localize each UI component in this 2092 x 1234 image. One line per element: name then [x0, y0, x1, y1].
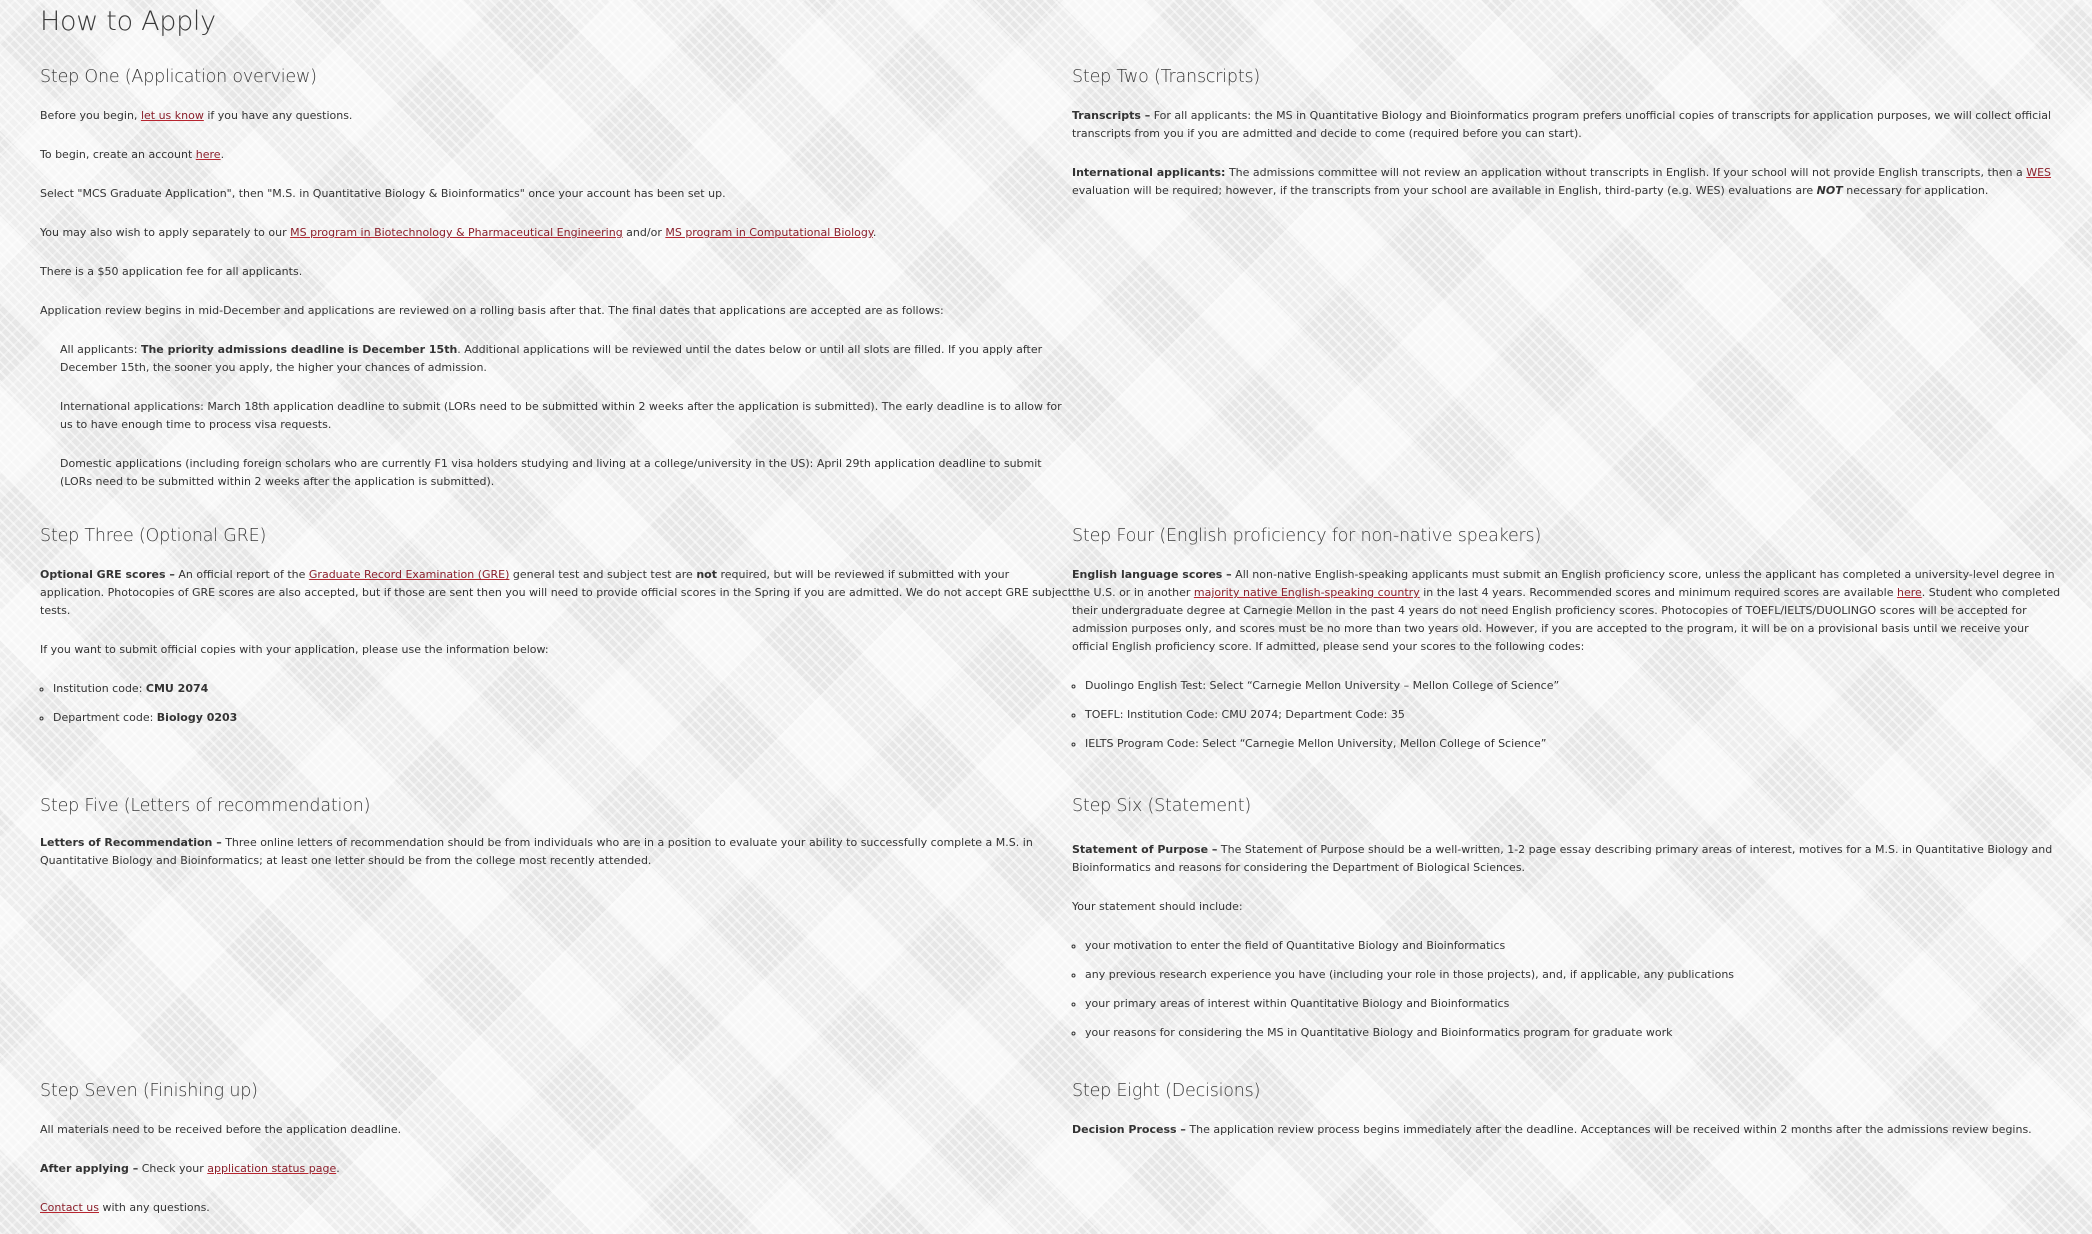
list-item: ◦ Department code: Biology 0203 [53, 709, 1075, 727]
paragraph: Decision Process – The application review process begins immediately after the deadline. Acceptances will be received within 2 months after the admissions review begins. [1072, 1123, 2032, 1136]
paragraph: After applying – Check your application status page. [40, 1162, 340, 1175]
paragraph: If you want to submit official copies with your application, please use the information below: [40, 643, 549, 656]
deadline-domestic: Domestic applications (including foreign scholars who are currently F1 visa holders studying and living at a college/university in the US): April 29th application deadline to submit (LORs need to be submitted within 2 weeks after the application is submitted). [60, 457, 1042, 488]
section-heading: Step Four (English proficiency for non-native speakers) [1072, 526, 1542, 546]
deadline-all-applicants: All applicants: The priority admissions deadline is December 15th. Additional applications will be reviewed until the dates below or until all slots are filled. If you apply after December 15th, the sooner you apply, the higher your chances of admission. [60, 343, 1043, 374]
paragraph: Statement of Purpose – The Statement of Purpose should be a well-written, 1-2 page essay describing primary areas of interest, motives for a M.S. in Quantitative Biology and Bioinformatics and reasons for considering the Department of Biological Sciences. [1072, 843, 2053, 874]
paragraph: Select "MCS Graduate Application", then "M.S. in Quantitative Biology & Bioinformatics" once your account has been set up. [40, 187, 726, 200]
section-step-five [40, 796, 1075, 870]
paragraph: Your statement should include: [1072, 900, 1243, 913]
section-step-two [1072, 67, 2062, 200]
paragraph: Letters of Recommendation – Three online letters of recommendation should be from individuals who are in a position to evaluate your ability to successfully complete a M.S. in Quantitative Biology and Bioinformatics; at least one letter should be from the college most recently attended. [40, 836, 1033, 867]
paragraph: International applicants: The admissions committee will not review an application without transcripts in English. If your school will not provide English transcripts, then a WES evaluation will be required; however, if the transcripts from your school are available in English, third-party (e.g. WES) evaluations are NOT necessary for application. [1072, 166, 2052, 197]
section-step-eight [1072, 1081, 2062, 1139]
section-step-six [1072, 796, 2062, 1042]
wes-link[interactable]: WES [2026, 166, 2052, 179]
list-item: ◦ your reasons for considering the MS in Quantitative Biology and Bioinformatics program for graduate work [1085, 1024, 2062, 1042]
application-status-link[interactable]: application status page [207, 1162, 337, 1175]
paragraph: Transcripts – For all applicants: the MS in Quantitative Biology and Bioinformatics program prefers unofficial copies of transcripts for application purposes, we will collect official transcripts from you if you are admitted and decide to come (required before you can start). [1072, 109, 2052, 140]
let-us-know-link[interactable]: let us know [140, 109, 204, 122]
list-item: ◦ Duolingo English Test: Select “Carnegie Mellon University – Mellon College of Science” [1085, 677, 2062, 695]
list-item: ◦ your primary areas of interest within Quantitative Biology and Bioinformatics [1085, 995, 2062, 1013]
section-step-seven [40, 1081, 1075, 1217]
section-step-three [40, 526, 1075, 727]
section-heading: Step Two (Transcripts) [1072, 67, 1261, 87]
paragraph: Application review begins in mid-December and applications are reviewed on a rolling basis after that. The final dates that applications are accepted are as follows: [40, 304, 944, 317]
list-item: ◦ IELTS Program Code: Select “Carnegie Mellon University, Mellon College of Science” [1085, 735, 2062, 753]
contact-us-link[interactable]: Contact us [40, 1201, 99, 1214]
list-item: ◦ TOEFL: Institution Code: CMU 2074; Department Code: 35 [1085, 706, 2062, 724]
section-heading: Step Six (Statement) [1072, 796, 1252, 816]
section-heading: Step Five (Letters of recommendation) [40, 796, 371, 816]
page-title: How to Apply [40, 6, 216, 37]
gre-codes-list [40, 680, 1075, 727]
paragraph: There is a $50 application fee for all applicants. [40, 265, 303, 278]
gre-link[interactable]: Graduate Record Examination (GRE) [308, 568, 510, 581]
list-item: ◦ your motivation to enter the field of Quantitative Biology and Bioinformatics [1085, 937, 2062, 955]
section-heading: Step Eight (Decisions) [1072, 1081, 1261, 1101]
section-heading: Step Three (Optional GRE) [40, 526, 267, 546]
create-account-link[interactable]: here [195, 148, 221, 161]
english-countries-link[interactable]: majority native English-speaking country [1193, 586, 1420, 599]
section-heading: Step One (Application overview) [40, 67, 317, 87]
section-step-one [40, 67, 1075, 491]
paragraph: You may also wish to apply separately to our MS program in Biotechnology & Pharmaceutical Engineering and/or MS program in Computational Biology. [40, 226, 877, 239]
list-item: ◦ Institution code: CMU 2074 [53, 680, 1075, 698]
scores-here-link[interactable]: here [1896, 586, 1922, 599]
english-codes-list [1072, 677, 2062, 753]
section-step-four [1072, 526, 2062, 753]
paragraph: English language scores – All non-native English-speaking applicants must submit an English proficiency score, unless the applicant has completed a university-level degree in the U.S. or in another majority native English-speaking country in the last 4 years. Recommended scores and minimum required scores are available here. Student who completed their undergraduate degree at Carnegie Mellon in the past 4 years do not need English proficiency scores. Photocopies of TOEFL/IELTS/DUOLINGO scores will be accepted for admission purposes only, and scores must be no more than two years old. However, if you are accepted to the program, it will be on a provisional basis until we receive your official English proficiency score. If admitted, please send your scores to the following codes: [1072, 568, 2061, 653]
compbio-program-link[interactable]: MS program in Computational Biology [665, 226, 873, 239]
section-heading: Step Seven (Finishing up) [40, 1081, 258, 1101]
paragraph: All materials need to be received before the application deadline. [40, 1123, 402, 1136]
paragraph: To begin, create an account here. [40, 148, 225, 161]
paragraph: Contact us with any questions. [40, 1201, 210, 1214]
biotech-program-link[interactable]: MS program in Biotechnology & Pharmaceutical Engineering [290, 226, 623, 239]
list-item: ◦ any previous research experience you have (including your role in those projects), and, if applicable, any publications [1085, 966, 2062, 984]
statement-list [1072, 937, 2062, 1042]
paragraph: Optional GRE scores – An official report of the Graduate Record Examination (GRE) general test and subject test are not required, but will be reviewed if submitted with your application. Photocopies of GRE scores are also accepted, but if those are sent then you will need to provide official scores in the Spring if you are admitted. We do not accept GRE subject tests. [40, 568, 1073, 617]
deadline-international: International applications: March 18th application deadline to submit (LORs need to be submitted within 2 weeks after the application is submitted). The early deadline is to allow for us to have enough time to process visa requests. [60, 400, 1062, 431]
paragraph: Before you begin, let us know if you have any questions. [40, 109, 353, 122]
